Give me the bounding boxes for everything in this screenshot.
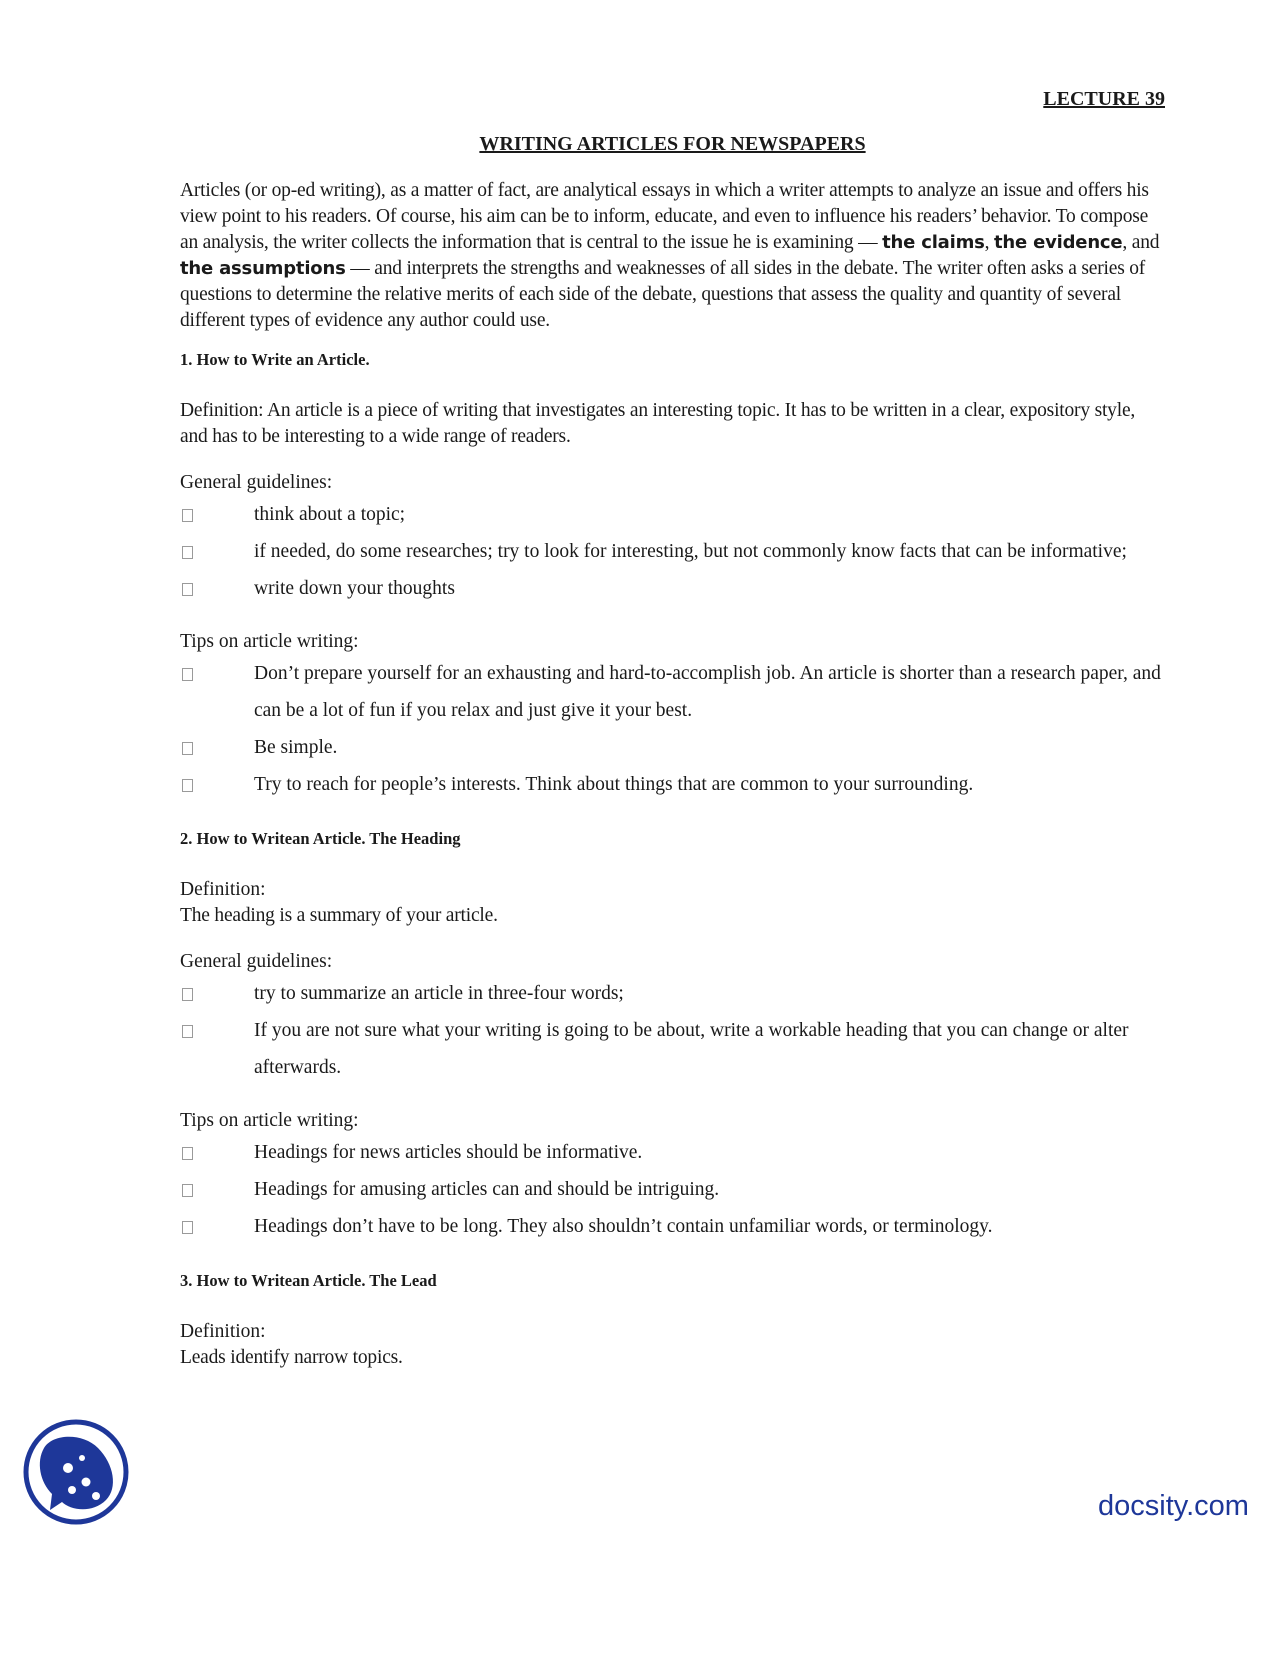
section2-heading: 2. How to Writean Article. The Heading	[180, 829, 461, 848]
section1-guidelines-label: General guidelines:	[180, 472, 333, 493]
bullet-box-icon	[182, 1025, 193, 1038]
section1-tips-label: Tips on article writing:	[180, 631, 359, 652]
list-item: if needed, do some researches; try to look for interesting, but not commonly know facts that can be informative;	[180, 533, 1165, 570]
list-item: If you are not sure what your writing is going to be about, write a workable heading that you can change or alter afterwards.	[180, 1012, 1165, 1086]
section2-tips-list	[180, 1134, 1165, 1245]
emphasis-evidence: the evidence	[994, 232, 1123, 253]
intro-paragraph: Articles (or op-ed writing), as a matter of fact, are analytical essays in which a writer attempts to analyze an issue and offers his view point to his readers. Of course, his aim can be to inform, educate, and even to influence his readers’ behavior. To compose an analysis, the writer collects the information that is central to the issue he is examining — the claims, the evidence, and the assumptions — and interprets the strengths and weaknesses of all sides in the debate. The writer often asks a series of questions to determine the relative merits of each side of the debate, questions that assess the quality and quantity of several different types of evidence any author could use.	[180, 180, 1160, 331]
bullet-box-icon	[182, 1147, 193, 1160]
section2-definition-label: Definition:	[180, 879, 266, 900]
section1-tips-list	[180, 655, 1165, 803]
bullet-box-icon	[182, 583, 193, 596]
list-item: Don’t prepare yourself for an exhausting and hard-to-accomplish job. An article is shorter than a research paper, and can be a lot of fun if you relax and just give it your best.	[180, 655, 1165, 729]
list-item: Headings don’t have to be long. They also shouldn’t contain unfamiliar words, or terminology.	[180, 1208, 1165, 1245]
emphasis-assumptions: the assumptions	[180, 258, 346, 279]
section3-definition: Leads identify narrow topics.	[180, 1347, 403, 1368]
section1-guidelines-list	[180, 496, 1165, 607]
document-page	[180, 88, 1165, 1371]
list-item: think about a topic;	[180, 496, 1165, 533]
bullet-box-icon	[182, 668, 193, 681]
section3-definition-label: Definition:	[180, 1321, 266, 1342]
bullet-box-icon	[182, 779, 193, 792]
section2-guidelines-list	[180, 975, 1165, 1086]
section1-definition: Definition: An article is a piece of writing that investigates an interesting topic. It has to be written in a clear, expository style, and has to be interesting to a wide range of readers.	[180, 400, 1136, 447]
list-item: Be simple.	[180, 729, 1165, 766]
list-item: write down your thoughts	[180, 570, 1165, 607]
list-item: try to summarize an article in three-four words;	[180, 975, 1165, 1012]
section2-tips-label: Tips on article writing:	[180, 1110, 359, 1131]
document-title: WRITING ARTICLES FOR NEWSPAPERS	[479, 133, 866, 155]
section2-definition: The heading is a summary of your article.	[180, 905, 498, 926]
list-item: Headings for news articles should be informative.	[180, 1134, 1165, 1171]
docsity-brand-link[interactable]: docsity.com	[1098, 1490, 1249, 1522]
emphasis-claims: the claims	[882, 232, 985, 253]
list-item: Headings for amusing articles can and should be intriguing.	[180, 1171, 1165, 1208]
section3-heading: 3. How to Writean Article. The Lead	[180, 1271, 437, 1290]
bullet-box-icon	[182, 1184, 193, 1197]
bullet-box-icon	[182, 742, 193, 755]
list-item: Try to reach for people’s interests. Think about things that are common to your surrounding.	[180, 766, 1165, 803]
section1-heading: 1. How to Write an Article.	[180, 350, 370, 369]
docsity-logo-icon[interactable]	[22, 1418, 130, 1526]
section2-guidelines-label: General guidelines:	[180, 951, 333, 972]
bullet-box-icon	[182, 988, 193, 1001]
lecture-number: LECTURE 39	[1043, 88, 1165, 110]
bullet-box-icon	[182, 509, 193, 522]
bullet-box-icon	[182, 1221, 193, 1234]
bullet-box-icon	[182, 546, 193, 559]
